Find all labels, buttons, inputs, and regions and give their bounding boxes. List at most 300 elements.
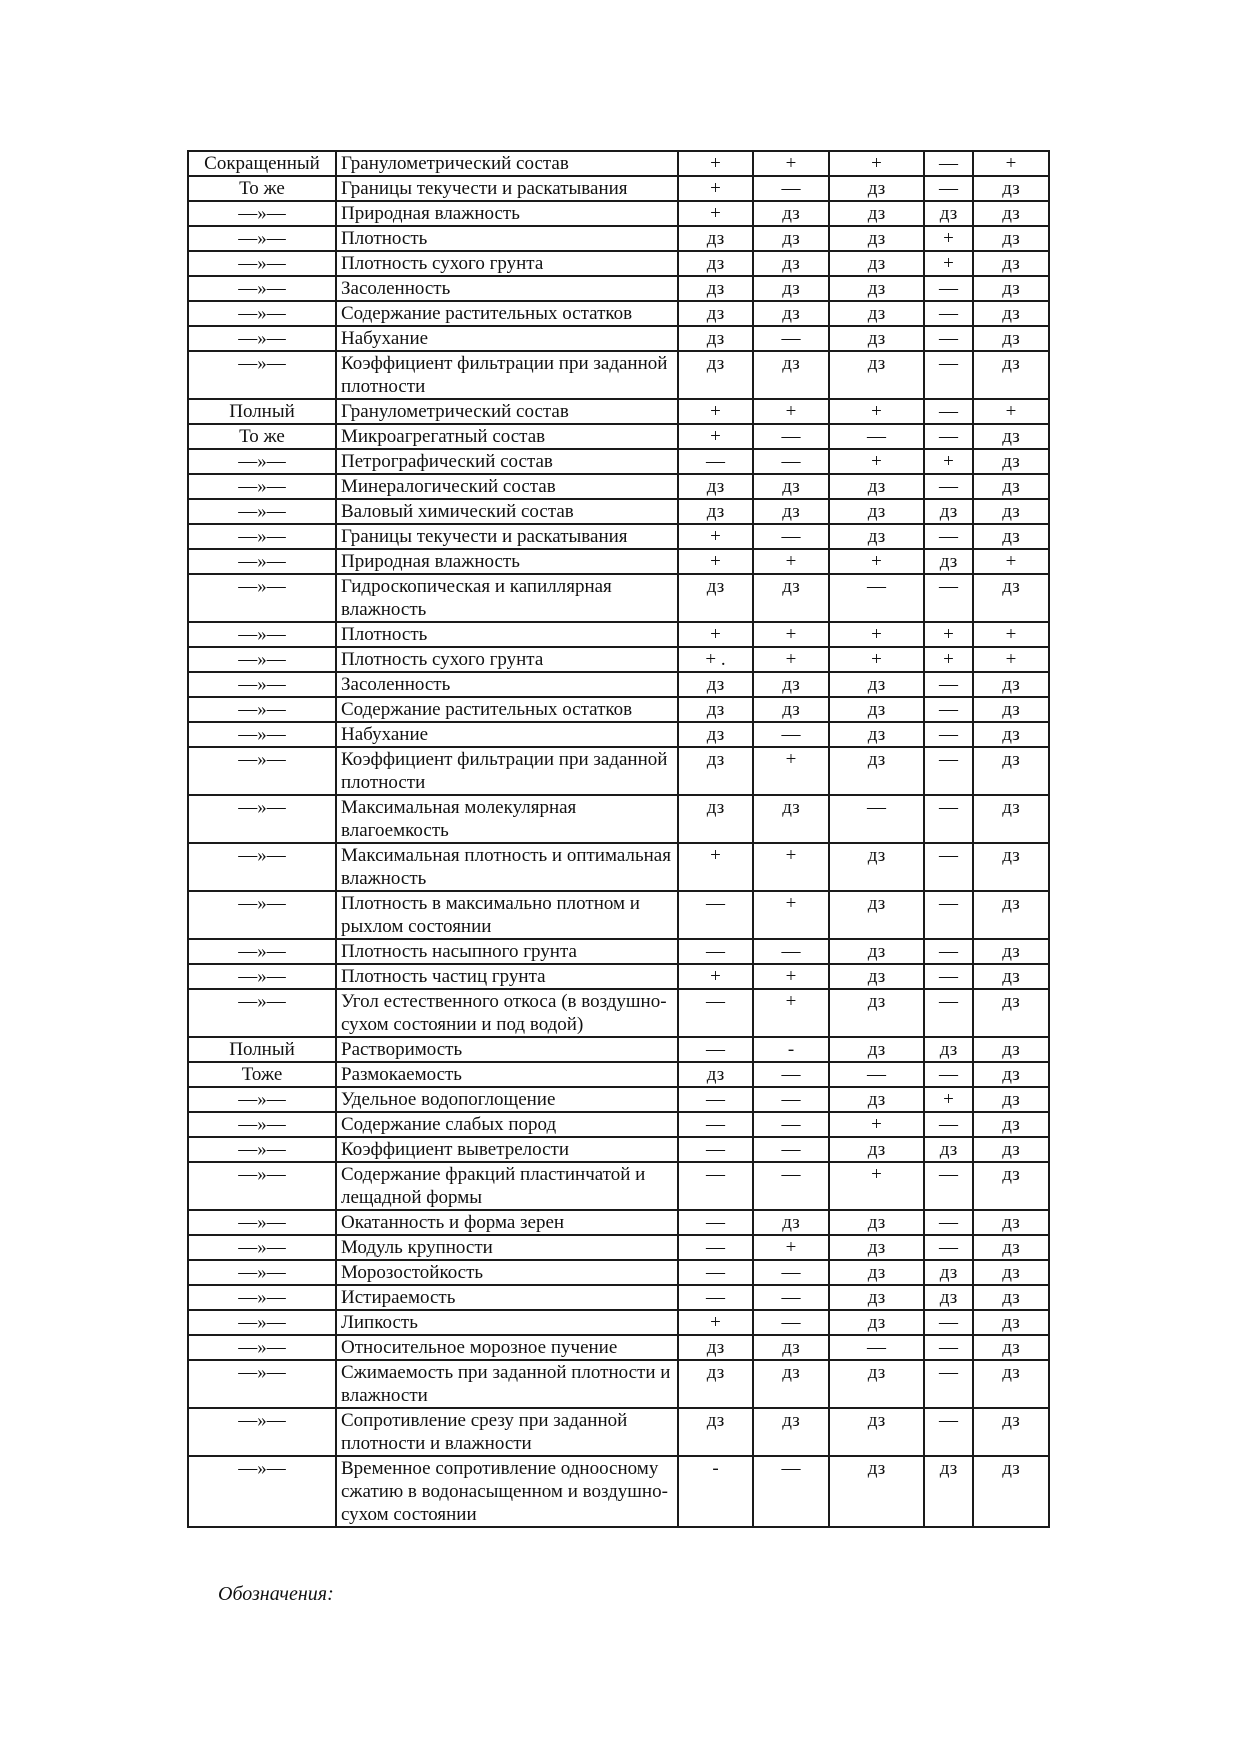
value-cell: дз xyxy=(924,1137,973,1162)
value-cell: дз xyxy=(973,1235,1049,1260)
property-name-cell: Набухание xyxy=(336,326,678,351)
value-cell: дз xyxy=(829,251,924,276)
table-row xyxy=(188,549,1049,574)
value-cell: — xyxy=(924,574,973,622)
analysis-type-cell: —»— xyxy=(188,549,336,574)
value-cell: дз xyxy=(973,795,1049,843)
table-row xyxy=(188,1210,1049,1235)
value-cell: дз xyxy=(829,1360,924,1408)
value-cell: дз xyxy=(973,1360,1049,1408)
value-cell: дз xyxy=(753,1408,829,1456)
analysis-type-cell: —»— xyxy=(188,1360,336,1408)
value-cell: дз xyxy=(973,843,1049,891)
value-cell: дз xyxy=(678,1408,753,1456)
value-cell: + xyxy=(753,964,829,989)
table-row xyxy=(188,499,1049,524)
analysis-type-cell: —»— xyxy=(188,1310,336,1335)
table-row xyxy=(188,449,1049,474)
value-cell: дз xyxy=(829,276,924,301)
table-row xyxy=(188,843,1049,891)
value-cell: дз xyxy=(678,351,753,399)
property-name-cell: Природная влажность xyxy=(336,201,678,226)
table-row xyxy=(188,524,1049,549)
property-name-cell: Микроагрегатный состав xyxy=(336,424,678,449)
value-cell: — xyxy=(678,1210,753,1235)
value-cell: дз xyxy=(829,747,924,795)
value-cell: дз xyxy=(829,326,924,351)
value-cell: — xyxy=(678,1235,753,1260)
property-name-cell: Модуль крупности xyxy=(336,1235,678,1260)
value-cell: дз xyxy=(753,1210,829,1235)
value-cell: дз xyxy=(829,1087,924,1112)
value-cell: — xyxy=(678,891,753,939)
value-cell: + xyxy=(829,449,924,474)
value-cell: дз xyxy=(973,1456,1049,1527)
analysis-type-cell: Сокращенный xyxy=(188,151,336,176)
value-cell: дз xyxy=(973,524,1049,549)
value-cell: дз xyxy=(829,499,924,524)
analysis-type-cell: —»— xyxy=(188,1162,336,1210)
table-row xyxy=(188,1260,1049,1285)
analysis-type-cell: —»— xyxy=(188,672,336,697)
value-cell: дз xyxy=(973,722,1049,747)
table-row xyxy=(188,1062,1049,1087)
value-cell: дз xyxy=(973,964,1049,989)
table-row xyxy=(188,697,1049,722)
value-cell: + xyxy=(753,622,829,647)
value-cell: — xyxy=(924,1112,973,1137)
table-row xyxy=(188,351,1049,399)
value-cell: дз xyxy=(678,474,753,499)
table-row xyxy=(188,1087,1049,1112)
property-name-cell: Коэффициент фильтрации при заданной плотности xyxy=(336,351,678,399)
value-cell: дз xyxy=(753,574,829,622)
value-cell: — xyxy=(924,524,973,549)
value-cell: дз xyxy=(973,1310,1049,1335)
value-cell: дз xyxy=(973,176,1049,201)
table-row xyxy=(188,647,1049,672)
value-cell: дз xyxy=(973,226,1049,251)
value-cell: — xyxy=(924,964,973,989)
property-name-cell: Границы текучести и раскатывания xyxy=(336,176,678,201)
property-name-cell: Гранулометрический состав xyxy=(336,151,678,176)
value-cell: + xyxy=(924,647,973,672)
analysis-type-cell: —»— xyxy=(188,1456,336,1527)
value-cell: дз xyxy=(973,301,1049,326)
value-cell: + xyxy=(678,399,753,424)
value-cell: + xyxy=(973,647,1049,672)
value-cell: дз xyxy=(829,964,924,989)
value-cell: дз xyxy=(753,697,829,722)
value-cell: дз xyxy=(973,276,1049,301)
analysis-type-cell: Полный xyxy=(188,399,336,424)
value-cell: + xyxy=(924,1087,973,1112)
analysis-type-cell: Тоже xyxy=(188,1062,336,1087)
value-cell: дз xyxy=(924,499,973,524)
value-cell: — xyxy=(924,276,973,301)
value-cell: дз xyxy=(973,747,1049,795)
value-cell: дз xyxy=(973,1260,1049,1285)
value-cell: — xyxy=(678,1112,753,1137)
value-cell: дз xyxy=(973,1087,1049,1112)
value-cell: дз xyxy=(829,1285,924,1310)
value-cell: дз xyxy=(973,1037,1049,1062)
property-name-cell: Морозостойкость xyxy=(336,1260,678,1285)
value-cell: + xyxy=(678,151,753,176)
property-name-cell: Плотность сухого грунта xyxy=(336,647,678,672)
value-cell: дз xyxy=(973,989,1049,1037)
property-name-cell: Плотность в максимально плотном и рыхлом состоянии xyxy=(336,891,678,939)
value-cell: дз xyxy=(678,326,753,351)
value-cell: дз xyxy=(973,351,1049,399)
table-row xyxy=(188,474,1049,499)
value-cell: - xyxy=(678,1456,753,1527)
value-cell: дз xyxy=(973,1408,1049,1456)
value-cell: — xyxy=(924,1162,973,1210)
soil-tests-table xyxy=(187,150,1050,1528)
legend-label: Обозначения: xyxy=(218,1583,334,1605)
value-cell: — xyxy=(753,1087,829,1112)
value-cell: дз xyxy=(753,1360,829,1408)
property-name-cell: Плотность сухого грунта xyxy=(336,251,678,276)
value-cell: — xyxy=(678,1037,753,1062)
analysis-type-cell: То же xyxy=(188,176,336,201)
table-row xyxy=(188,574,1049,622)
value-cell: — xyxy=(924,722,973,747)
analysis-type-cell: —»— xyxy=(188,1137,336,1162)
table-row xyxy=(188,672,1049,697)
analysis-type-cell: —»— xyxy=(188,939,336,964)
value-cell: дз xyxy=(753,351,829,399)
value-cell: + xyxy=(924,622,973,647)
value-cell: — xyxy=(924,1062,973,1087)
value-cell: дз xyxy=(973,326,1049,351)
analysis-type-cell: —»— xyxy=(188,747,336,795)
value-cell: — xyxy=(829,1062,924,1087)
value-cell: дз xyxy=(829,891,924,939)
value-cell: дз xyxy=(829,697,924,722)
table-row xyxy=(188,276,1049,301)
property-name-cell: Плотность частиц грунта xyxy=(336,964,678,989)
value-cell: дз xyxy=(973,1210,1049,1235)
value-cell: + xyxy=(924,251,973,276)
property-name-cell: Относительное морозное пучение xyxy=(336,1335,678,1360)
value-cell: + xyxy=(678,201,753,226)
value-cell: + xyxy=(753,891,829,939)
value-cell: — xyxy=(924,1310,973,1335)
value-cell: дз xyxy=(924,1260,973,1285)
property-name-cell: Размокаемость xyxy=(336,1062,678,1087)
value-cell: — xyxy=(924,399,973,424)
value-cell: — xyxy=(753,1260,829,1285)
property-name-cell: Временное сопротивление одноосному сжатию в водонасыщенном и воздушно-сухом состоянии xyxy=(336,1456,678,1527)
property-name-cell: Содержание слабых пород xyxy=(336,1112,678,1137)
table-row xyxy=(188,326,1049,351)
value-cell: — xyxy=(753,1456,829,1527)
value-cell: дз xyxy=(973,474,1049,499)
analysis-type-cell: —»— xyxy=(188,524,336,549)
value-cell: дз xyxy=(829,524,924,549)
table-row xyxy=(188,964,1049,989)
value-cell: + xyxy=(829,151,924,176)
table-row xyxy=(188,722,1049,747)
value-cell: дз xyxy=(973,201,1049,226)
value-cell: дз xyxy=(924,549,973,574)
value-cell: дз xyxy=(973,251,1049,276)
value-cell: + . xyxy=(678,647,753,672)
value-cell: + xyxy=(678,176,753,201)
analysis-type-cell: —»— xyxy=(188,1408,336,1456)
value-cell: — xyxy=(678,1162,753,1210)
analysis-type-cell: —»— xyxy=(188,964,336,989)
value-cell: дз xyxy=(829,989,924,1037)
value-cell: — xyxy=(924,1335,973,1360)
analysis-type-cell: —»— xyxy=(188,499,336,524)
value-cell: дз xyxy=(678,251,753,276)
value-cell: — xyxy=(924,301,973,326)
value-cell: дз xyxy=(829,301,924,326)
value-cell: дз xyxy=(678,226,753,251)
value-cell: дз xyxy=(678,795,753,843)
value-cell: дз xyxy=(829,1408,924,1456)
value-cell: дз xyxy=(829,1260,924,1285)
property-name-cell: Валовый химический состав xyxy=(336,499,678,524)
property-name-cell: Сопротивление срезу при заданной плотности и влажности xyxy=(336,1408,678,1456)
analysis-type-cell: —»— xyxy=(188,326,336,351)
value-cell: — xyxy=(678,1285,753,1310)
value-cell: дз xyxy=(829,722,924,747)
table-row xyxy=(188,301,1049,326)
value-cell: дз xyxy=(829,474,924,499)
value-cell: дз xyxy=(973,672,1049,697)
property-name-cell: Содержание растительных остатков xyxy=(336,697,678,722)
value-cell: — xyxy=(678,989,753,1037)
value-cell: + xyxy=(829,622,924,647)
value-cell: дз xyxy=(678,1360,753,1408)
value-cell: дз xyxy=(678,1335,753,1360)
value-cell: дз xyxy=(973,499,1049,524)
analysis-type-cell: Полный xyxy=(188,1037,336,1062)
property-name-cell: Содержание фракций пластинчатой и лещадной формы xyxy=(336,1162,678,1210)
table-row xyxy=(188,1112,1049,1137)
value-cell: дз xyxy=(924,201,973,226)
value-cell: — xyxy=(678,1087,753,1112)
value-cell: — xyxy=(924,1360,973,1408)
value-cell: — xyxy=(753,722,829,747)
value-cell: дз xyxy=(829,1210,924,1235)
value-cell: — xyxy=(678,939,753,964)
value-cell: — xyxy=(924,939,973,964)
value-cell: + xyxy=(973,399,1049,424)
value-cell: — xyxy=(753,1112,829,1137)
table-row xyxy=(188,622,1049,647)
value-cell: + xyxy=(753,843,829,891)
table-row xyxy=(188,151,1049,176)
value-cell: — xyxy=(753,1062,829,1087)
value-cell: дз xyxy=(753,226,829,251)
value-cell: — xyxy=(924,351,973,399)
value-cell: + xyxy=(678,964,753,989)
value-cell: дз xyxy=(829,672,924,697)
property-name-cell: Засоленность xyxy=(336,276,678,301)
table-row xyxy=(188,1285,1049,1310)
value-cell: + xyxy=(973,151,1049,176)
table-row xyxy=(188,1408,1049,1456)
value-cell: — xyxy=(829,1335,924,1360)
value-cell: + xyxy=(924,449,973,474)
table-row xyxy=(188,1137,1049,1162)
value-cell: дз xyxy=(678,574,753,622)
value-cell: + xyxy=(829,399,924,424)
value-cell: дз xyxy=(973,891,1049,939)
value-cell: дз xyxy=(678,1062,753,1087)
value-cell: дз xyxy=(973,1162,1049,1210)
value-cell: дз xyxy=(973,1112,1049,1137)
value-cell: дз xyxy=(678,722,753,747)
property-name-cell: Петрографический состав xyxy=(336,449,678,474)
value-cell: дз xyxy=(753,474,829,499)
value-cell: дз xyxy=(829,939,924,964)
value-cell: — xyxy=(753,176,829,201)
analysis-type-cell: —»— xyxy=(188,1335,336,1360)
value-cell: дз xyxy=(924,1456,973,1527)
value-cell: + xyxy=(829,647,924,672)
analysis-type-cell: —»— xyxy=(188,1260,336,1285)
value-cell: дз xyxy=(678,301,753,326)
value-cell: — xyxy=(924,697,973,722)
property-name-cell: Плотность xyxy=(336,226,678,251)
table-row xyxy=(188,1456,1049,1527)
table-row xyxy=(188,989,1049,1037)
table-row xyxy=(188,424,1049,449)
property-name-cell: Гидроскопическая и капиллярная влажность xyxy=(336,574,678,622)
analysis-type-cell: —»— xyxy=(188,201,336,226)
property-name-cell: Набухание xyxy=(336,722,678,747)
analysis-type-cell: —»— xyxy=(188,647,336,672)
table-body xyxy=(188,151,1049,1527)
value-cell: + xyxy=(753,647,829,672)
value-cell: дз xyxy=(973,697,1049,722)
value-cell: — xyxy=(924,1408,973,1456)
table-row xyxy=(188,1360,1049,1408)
value-cell: — xyxy=(924,989,973,1037)
value-cell: — xyxy=(924,176,973,201)
analysis-type-cell: —»— xyxy=(188,891,336,939)
analysis-type-cell: —»— xyxy=(188,301,336,326)
analysis-type-cell: —»— xyxy=(188,1210,336,1235)
analysis-type-cell: —»— xyxy=(188,574,336,622)
property-name-cell: Содержание растительных остатков xyxy=(336,301,678,326)
value-cell: дз xyxy=(829,176,924,201)
value-cell: дз xyxy=(829,1037,924,1062)
table-row xyxy=(188,1310,1049,1335)
analysis-type-cell: —»— xyxy=(188,226,336,251)
value-cell: — xyxy=(924,326,973,351)
value-cell: — xyxy=(924,474,973,499)
value-cell: + xyxy=(973,549,1049,574)
value-cell: дз xyxy=(829,843,924,891)
table-row xyxy=(188,1335,1049,1360)
value-cell: + xyxy=(753,151,829,176)
value-cell: дз xyxy=(829,1235,924,1260)
table-row xyxy=(188,1235,1049,1260)
value-cell: дз xyxy=(829,1137,924,1162)
analysis-type-cell: —»— xyxy=(188,276,336,301)
property-name-cell: Максимальная молекулярная влагоемкость xyxy=(336,795,678,843)
value-cell: — xyxy=(678,1137,753,1162)
value-cell: — xyxy=(924,747,973,795)
analysis-type-cell: —»— xyxy=(188,697,336,722)
property-name-cell: Угол естественного откоса (в воздушно-сухом состоянии и под водой) xyxy=(336,989,678,1037)
value-cell: + xyxy=(678,622,753,647)
value-cell: + xyxy=(973,622,1049,647)
value-cell: дз xyxy=(924,1285,973,1310)
table-row xyxy=(188,226,1049,251)
value-cell: — xyxy=(924,1210,973,1235)
value-cell: — xyxy=(753,449,829,474)
value-cell: дз xyxy=(753,795,829,843)
table-row xyxy=(188,399,1049,424)
value-cell: дз xyxy=(678,499,753,524)
value-cell: дз xyxy=(753,251,829,276)
property-name-cell: Засоленность xyxy=(336,672,678,697)
value-cell: + xyxy=(829,1162,924,1210)
value-cell: — xyxy=(829,795,924,843)
property-name-cell: Минералогический состав xyxy=(336,474,678,499)
value-cell: + xyxy=(678,424,753,449)
value-cell: дз xyxy=(678,672,753,697)
value-cell: — xyxy=(753,1162,829,1210)
property-name-cell: Сжимаемость при заданной плотности и влажности xyxy=(336,1360,678,1408)
property-name-cell: Гранулометрический состав xyxy=(336,399,678,424)
value-cell: + xyxy=(829,549,924,574)
property-name-cell: Истираемость xyxy=(336,1285,678,1310)
table-row xyxy=(188,939,1049,964)
value-cell: — xyxy=(753,326,829,351)
value-cell: дз xyxy=(973,1335,1049,1360)
value-cell: — xyxy=(678,449,753,474)
value-cell: дз xyxy=(924,1037,973,1062)
analysis-type-cell: —»— xyxy=(188,251,336,276)
analysis-type-cell: —»— xyxy=(188,622,336,647)
value-cell: дз xyxy=(829,1310,924,1335)
analysis-type-cell: —»— xyxy=(188,1235,336,1260)
value-cell: + xyxy=(753,399,829,424)
table-row xyxy=(188,1037,1049,1062)
value-cell: дз xyxy=(829,1456,924,1527)
value-cell: + xyxy=(678,549,753,574)
value-cell: - xyxy=(753,1037,829,1062)
value-cell: дз xyxy=(678,276,753,301)
property-name-cell: Растворимость xyxy=(336,1037,678,1062)
property-name-cell: Окатанность и форма зерен xyxy=(336,1210,678,1235)
value-cell: — xyxy=(829,574,924,622)
analysis-type-cell: —»— xyxy=(188,474,336,499)
property-name-cell: Максимальная плотность и оптимальная влажность xyxy=(336,843,678,891)
value-cell: — xyxy=(924,151,973,176)
analysis-type-cell: —»— xyxy=(188,351,336,399)
value-cell: — xyxy=(753,1137,829,1162)
value-cell: дз xyxy=(678,747,753,795)
table-row xyxy=(188,747,1049,795)
value-cell: дз xyxy=(973,574,1049,622)
analysis-type-cell: —»— xyxy=(188,843,336,891)
analysis-type-cell: —»— xyxy=(188,795,336,843)
value-cell: + xyxy=(924,226,973,251)
value-cell: дз xyxy=(973,1062,1049,1087)
value-cell: + xyxy=(753,549,829,574)
table-row xyxy=(188,795,1049,843)
